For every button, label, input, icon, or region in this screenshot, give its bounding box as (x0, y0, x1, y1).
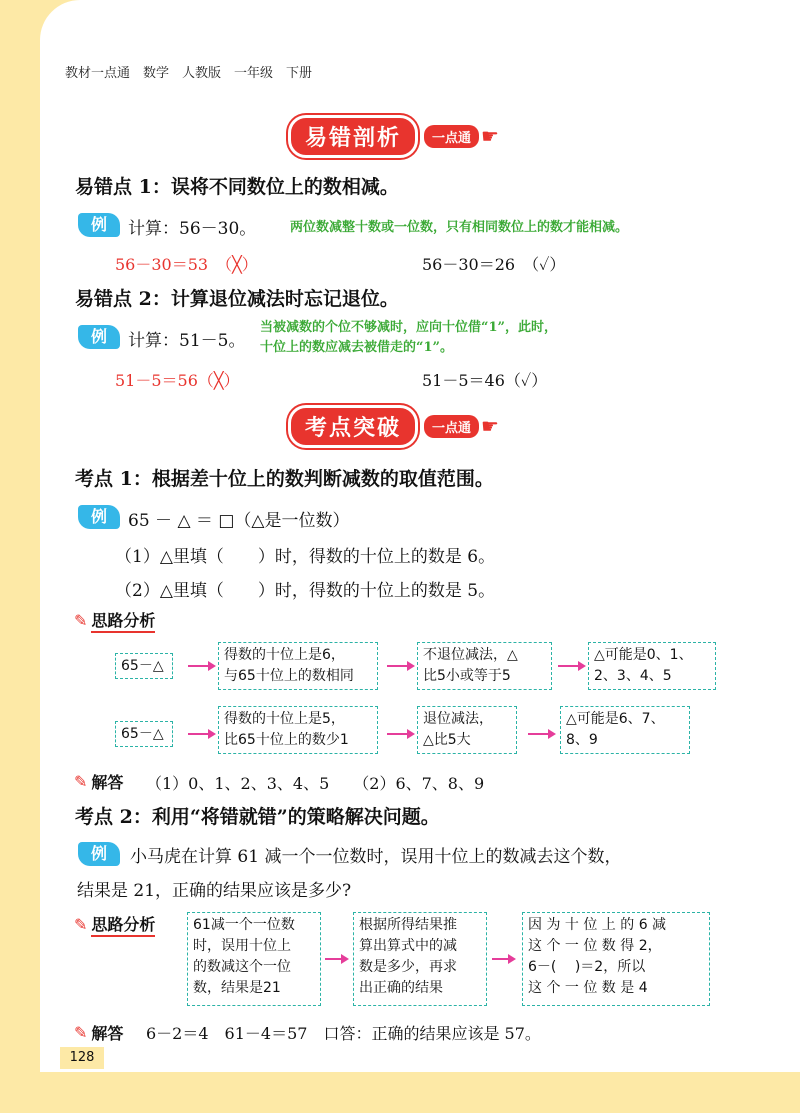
error-1-right: 56－30＝26 （✓） (422, 255, 566, 274)
point-1-title: 考点 1：根据差十位上的数判断减数的取值范围。 (75, 468, 494, 490)
flow-box: 因 为 十 位 上 的 6 减 这 个 一 位 数 得 2， 6－( )＝2，所以 这 个 一 位 数 是 4 (522, 912, 710, 1006)
error-2-note-line2: 十位上的数应减去被借走的“1”。 (260, 340, 454, 355)
answer-label: ✎ 解答 (74, 1023, 124, 1043)
flow-arrow (387, 665, 413, 667)
point-1-question-1: （1）△里填（ ）时，得数的十位上的数是 6。 (115, 547, 496, 567)
section-banner-errors (288, 118, 499, 154)
flow-box: 不退位减法，△ 比5小或等于5 (417, 642, 552, 690)
pencil-icon: ✎ (74, 611, 88, 630)
error-2-example: 计算：51－5。 (128, 331, 246, 351)
point-1-answer: （1）0、1、2、3、4、5 （2）6、7、8、9 (146, 774, 485, 793)
error-point-1-title: 易错点 1：误将不同数位上的数相减。 (75, 176, 399, 198)
example-badge: 例 (78, 213, 120, 237)
pencil-icon: ✎ (74, 915, 88, 934)
point-2-example-line2: 结果是 21，正确的结果应该是多少? (77, 881, 352, 901)
pencil-icon: ✎ (74, 772, 88, 791)
flow-arrow (387, 733, 413, 735)
flow-box: 退位减法， △比5大 (417, 706, 517, 754)
error-2-note-line1: 当被减数的个位不够减时，应向十位借“1”，此时， (260, 320, 558, 335)
section-title: 易错剖析 (288, 115, 418, 158)
section-title: 考点突破 (288, 405, 418, 448)
point-1-question-2: （2）△里填（ ）时，得数的十位上的数是 5。 (115, 581, 496, 601)
example-badge: 例 (78, 842, 120, 866)
flow-box: 61减一个一位数 时，误用十位上 的数减这个一位 数，结果是21 (187, 912, 321, 1006)
point-2-title: 考点 2：利用“将错就错”的策略解决问题。 (75, 806, 440, 828)
flow-box: 得数的十位上是6， 与65十位上的数相同 (218, 642, 378, 690)
error-point-2-title: 易错点 2：计算退位减法时忘记退位。 (75, 288, 399, 310)
pencil-icon: ✎ (74, 1023, 88, 1042)
flow-arrow (188, 733, 214, 735)
flow-box: 65－△ (115, 653, 173, 679)
section-tag: 一点通 (424, 125, 479, 148)
hand-pointer-icon: ☛ (481, 414, 499, 438)
analysis-label: ✎ 思路分析 (74, 912, 155, 937)
flow-box: △可能是6、7、 8、9 (560, 706, 690, 754)
error-1-example: 计算：56－30。 (128, 219, 257, 239)
point-2-answer: 6－2＝4 61－4＝57 口答：正确的结果应该是 57。 (146, 1024, 541, 1043)
book-header: 教材一点通 数学 人教版 一年级 下册 (65, 66, 313, 81)
section-banner-points (288, 408, 499, 444)
flow-arrow (528, 733, 554, 735)
flow-arrow (492, 958, 514, 960)
flow-arrow (558, 665, 584, 667)
point-2-example-line1: 小马虎在计算 61 减一个一位数时，误用十位上的数减去这个数， (130, 847, 622, 867)
flow-box: 得数的十位上是5， 比65十位上的数少1 (218, 706, 378, 754)
flow-box: 65－△ (115, 721, 173, 747)
flow-arrow (325, 958, 347, 960)
point-1-example: 65 － △ ＝ □（△是一位数） (128, 511, 350, 531)
example-badge: 例 (78, 505, 120, 529)
flow-box: △可能是0、1、 2、3、4、5 (588, 642, 716, 690)
example-badge: 例 (78, 325, 120, 349)
hand-pointer-icon: ☛ (481, 124, 499, 148)
error-1-wrong: 56－30＝53 （╳） (115, 255, 258, 274)
page-number: 128 (60, 1047, 104, 1069)
error-1-note: 两位数减整十数或一位数，只有相同数位上的数才能相减。 (290, 220, 629, 235)
answer-label: ✎ 解答 (74, 772, 124, 792)
error-2-wrong: 51－5＝56（╳） (115, 371, 240, 390)
analysis-label: ✎ 思路分析 (74, 608, 155, 633)
error-2-right: 51－5＝46（✓） (422, 371, 548, 390)
flow-arrow (188, 665, 214, 667)
section-tag: 一点通 (424, 415, 479, 438)
flow-box: 根据所得结果推 算出算式中的减 数是多少，再求 出正确的结果 (353, 912, 487, 1006)
